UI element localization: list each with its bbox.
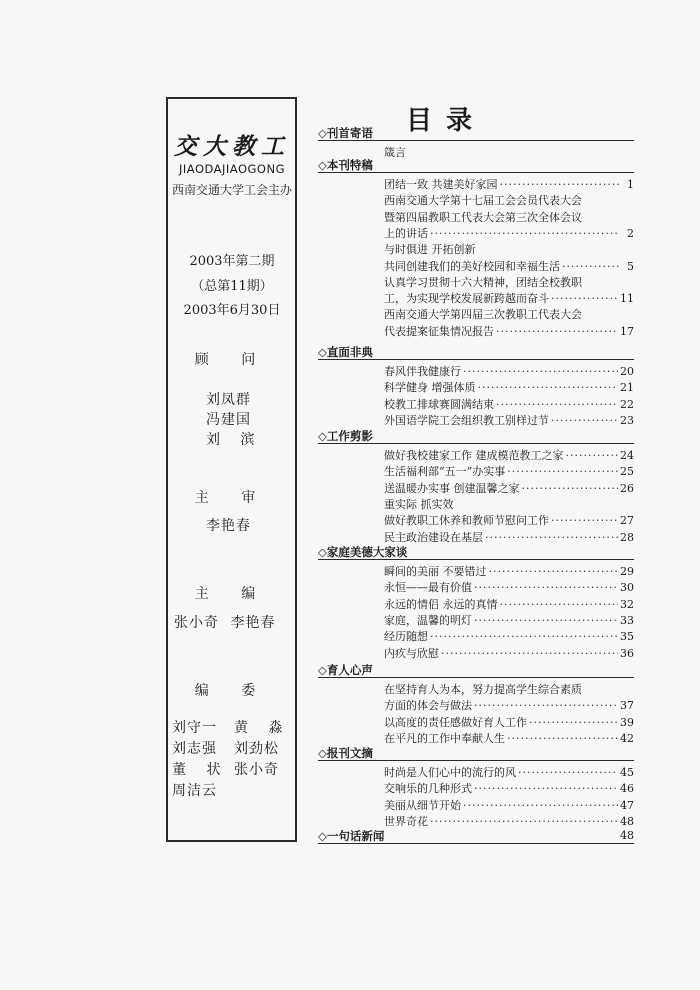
sponsor-line: 西南交通大学工会主办 <box>171 183 292 197</box>
toc-entry-title: 以高度的责任感做好育人工作 <box>384 715 527 729</box>
leader-dots <box>507 731 618 746</box>
toc-entry-title: 外国语学院工会组织教工别样过节 <box>384 413 549 427</box>
toc-section-heading <box>318 126 634 141</box>
toc-section-heading <box>318 545 634 560</box>
toc-section-name: 本刊特稿 <box>326 158 373 172</box>
leader-dots <box>522 481 619 496</box>
toc-entry-title: 代表提案征集情况报告 <box>384 324 494 338</box>
toc-entry-title: 西南交通大学第四届三次教职工代表大会 <box>384 308 582 322</box>
toc-entry-page: 46 <box>620 782 634 796</box>
toc-entry-page: 48 <box>620 814 634 828</box>
toc-entry-page: 39 <box>620 715 634 729</box>
toc-entry <box>384 324 634 339</box>
toc-entry-title: 永远的情侣 永远的真情 <box>384 597 498 611</box>
toc-entry-title: 做好教职工休养和教师节慰问工作 <box>384 514 549 528</box>
toc-entry-title: 美丽从细节开始 <box>384 798 461 812</box>
toc-entry <box>384 259 634 274</box>
toc-entry-title: 时尚是人们心中的流行的风 <box>384 766 516 779</box>
toc-entry-title: 上的讲话 <box>384 226 428 240</box>
toc-entry-page: 33 <box>620 613 634 627</box>
toc-entry-title: 在坚持育人为本，努力提高学生综合素质 <box>384 683 582 696</box>
total-issue: （总第11期） <box>191 279 273 294</box>
toc-entry <box>384 731 634 746</box>
toc-section-heading <box>318 663 634 678</box>
committee-member: 刘守一 <box>172 720 217 736</box>
toc-entry-title: 方面的体会与做法 <box>384 699 472 713</box>
toc-entry-title: 团结一致 共建美好家园 <box>384 178 498 191</box>
leader-dots <box>496 324 618 339</box>
toc-entry-title: 共同创建我们的美好校园和幸福生活 <box>384 259 560 273</box>
toc-entry-page: 29 <box>620 565 634 578</box>
leader-dots <box>430 629 618 644</box>
editors-names: 张小奇 李艳春 <box>174 615 276 631</box>
toc-entry-title: 生活福利部“五一”办实事 <box>384 465 506 479</box>
toc-title: 目录 <box>406 106 487 136</box>
diamond-icon: ◇ <box>318 158 327 172</box>
toc-section-name: 工作剪影 <box>326 429 373 443</box>
toc-entry-page: 20 <box>620 365 634 378</box>
issue-date: 2003年6月30日 <box>183 303 281 318</box>
magazine-title: 交大教工 <box>174 133 290 160</box>
leader-dots <box>430 226 620 241</box>
leader-dots <box>551 513 618 528</box>
leader-dots <box>474 698 618 713</box>
toc-entry-page: 35 <box>620 630 634 644</box>
toc-entry-page: 17 <box>620 324 634 338</box>
leader-dots <box>474 580 618 595</box>
toc-entry-page: 42 <box>620 731 634 745</box>
toc-entry <box>384 364 634 379</box>
toc-entry-page: 26 <box>620 481 634 495</box>
toc-entry <box>384 781 634 796</box>
toc-entry-title: 校教工排球赛圆满结束 <box>384 397 494 411</box>
toc-entry-title: 重实际 抓实效 <box>384 497 454 511</box>
leader-dots <box>441 646 618 661</box>
toc-entry-title: 交响乐的几种形式 <box>384 782 472 796</box>
toc-entry <box>384 698 634 713</box>
toc-section-page: 48 <box>620 829 634 842</box>
toc-entry-page: 30 <box>620 581 634 595</box>
toc-entry-title: 工，为实现学校发展新跨越而奋斗 <box>384 292 549 306</box>
editors-label: 主 编 <box>194 586 270 602</box>
toc-entry-title: 家庭，温馨的明灯 <box>384 613 472 627</box>
toc-entry-page: 36 <box>620 646 634 660</box>
toc-entry-page: 24 <box>620 449 634 462</box>
toc-entry-page: 32 <box>620 597 634 611</box>
toc-section-name: 刊首寄语 <box>326 126 373 140</box>
toc-entry <box>384 397 634 412</box>
toc-entry-title: 在平凡的工作中奉献人生 <box>384 731 505 745</box>
toc-entry-page: 28 <box>620 530 634 544</box>
leader-dots <box>518 765 618 780</box>
toc-entry-page: 2 <box>627 226 634 240</box>
issue-number: 2003年第二期 <box>189 254 275 269</box>
toc-entry <box>384 597 634 612</box>
toc-entry-title: 瞬间的美丽 不要错过 <box>384 565 487 578</box>
toc-entry-page: 47 <box>620 798 634 812</box>
toc-entry <box>384 226 634 241</box>
reviewer-name: 李艳春 <box>206 518 251 534</box>
leader-dots <box>474 613 618 628</box>
toc-section-name: 一句话新闻 <box>326 829 385 843</box>
toc-entry-page: 21 <box>620 381 634 395</box>
toc-section-name: 报刊文摘 <box>326 746 373 760</box>
leader-dots <box>485 530 618 545</box>
toc-section-name: 育人心声 <box>326 663 373 677</box>
leader-dots <box>430 814 618 829</box>
toc-entry-title: 做好我校建家工作 建成模范教工之家 <box>384 449 564 462</box>
leader-dots <box>496 397 618 412</box>
toc-entry-title: 送温暖办实事 创建温馨之家 <box>384 481 520 495</box>
toc-section-heading <box>318 158 634 173</box>
adviser-name: 刘 滨 <box>206 432 263 448</box>
toc-entry <box>384 448 634 463</box>
committee-member: 黄 淼 <box>234 720 291 736</box>
toc-entry <box>384 291 634 306</box>
committee-member: 刘志强 <box>172 741 217 757</box>
diamond-icon: ◇ <box>318 746 327 760</box>
toc-entry-page: 27 <box>620 514 634 528</box>
toc-entry <box>384 613 634 628</box>
toc-entry <box>384 481 634 496</box>
diamond-icon: ◇ <box>318 345 327 359</box>
leader-dots <box>500 597 619 612</box>
toc-entry-title: 民主政治建设在基层 <box>384 530 483 544</box>
toc-entry-title: 永恒——最有价值 <box>384 581 472 595</box>
toc-entry-title: 暨第四届教职工代表大会第三次全体会议 <box>384 210 582 224</box>
reviewer-label: 主 审 <box>194 490 270 506</box>
diamond-icon: ◇ <box>318 429 327 443</box>
advisers-label: 顾 问 <box>194 352 270 368</box>
toc-section-name: 家庭美德大家谈 <box>326 545 408 559</box>
leader-dots <box>551 291 618 306</box>
toc-entry <box>384 646 634 661</box>
toc-entry-page: 37 <box>620 699 634 713</box>
leader-dots <box>566 448 619 463</box>
leader-dots <box>500 177 621 192</box>
magazine-pinyin: JIAODAJIAOGONG <box>179 162 285 176</box>
diamond-icon: ◇ <box>318 663 327 677</box>
toc-entry <box>384 564 634 579</box>
committee-member: 周洁云 <box>172 783 217 799</box>
toc-entry <box>384 513 634 528</box>
toc-entry-page: 25 <box>620 465 634 479</box>
toc-entry-title: 春风伴我健康行 <box>384 365 461 378</box>
adviser-name: 刘凤群 <box>206 392 251 408</box>
toc-entry-page: 5 <box>627 259 634 273</box>
toc-entry <box>384 715 634 730</box>
toc-entry <box>384 580 634 595</box>
toc-entry <box>384 530 634 545</box>
leader-dots <box>529 715 618 730</box>
toc-entry-title: 与时俱进 开拓创新 <box>384 243 476 257</box>
toc-entry <box>384 765 634 780</box>
toc-entry-page: 23 <box>620 413 634 427</box>
toc-entry <box>384 464 634 479</box>
committee-member: 董 状 <box>172 762 229 778</box>
toc-section-heading <box>318 429 634 444</box>
toc-entry <box>384 413 634 428</box>
leader-dots <box>507 464 618 479</box>
committee-member: 张小奇 <box>234 762 279 778</box>
leader-dots <box>478 380 619 395</box>
leader-dots <box>463 798 618 813</box>
toc-entry <box>384 380 634 395</box>
toc-entry <box>384 177 634 192</box>
diamond-icon: ◇ <box>318 829 327 843</box>
toc-entry-page: 22 <box>620 397 634 411</box>
toc-entry-title: 内疚与欣慰 <box>384 646 439 660</box>
leader-dots <box>562 259 620 274</box>
toc-section-heading <box>318 345 634 360</box>
committee-label: 编 委 <box>194 683 270 699</box>
leader-dots <box>463 364 618 379</box>
toc-entry-title: 经历随想 <box>384 630 428 644</box>
toc-entry-page: 11 <box>620 292 634 306</box>
toc-entry <box>384 798 634 813</box>
toc-entry <box>384 814 634 829</box>
diamond-icon: ◇ <box>318 126 327 140</box>
toc-entry-title: 西南交通大学第十七届工会会员代表大会 <box>384 194 582 208</box>
toc-section-heading <box>318 746 634 761</box>
leader-dots <box>551 413 618 428</box>
diamond-icon: ◇ <box>318 545 327 559</box>
toc-section-heading <box>318 829 634 844</box>
toc-entry-title: 世界奇花 <box>384 814 428 828</box>
leader-dots <box>489 564 619 579</box>
toc-entry-title: 箴言 <box>384 146 406 159</box>
toc-entry-page: 45 <box>620 766 634 779</box>
committee-member: 刘劲松 <box>234 741 279 757</box>
toc-entry <box>384 629 634 644</box>
leader-dots <box>474 781 618 796</box>
toc-section-name: 直面非典 <box>326 345 373 359</box>
toc-entry-title: 科学健身 增强体质 <box>384 381 476 395</box>
adviser-name: 冯建国 <box>206 412 251 428</box>
toc-entry-page: 1 <box>627 178 634 191</box>
toc-entry-title: 认真学习贯彻十六大精神，团结全校教职 <box>384 275 582 289</box>
